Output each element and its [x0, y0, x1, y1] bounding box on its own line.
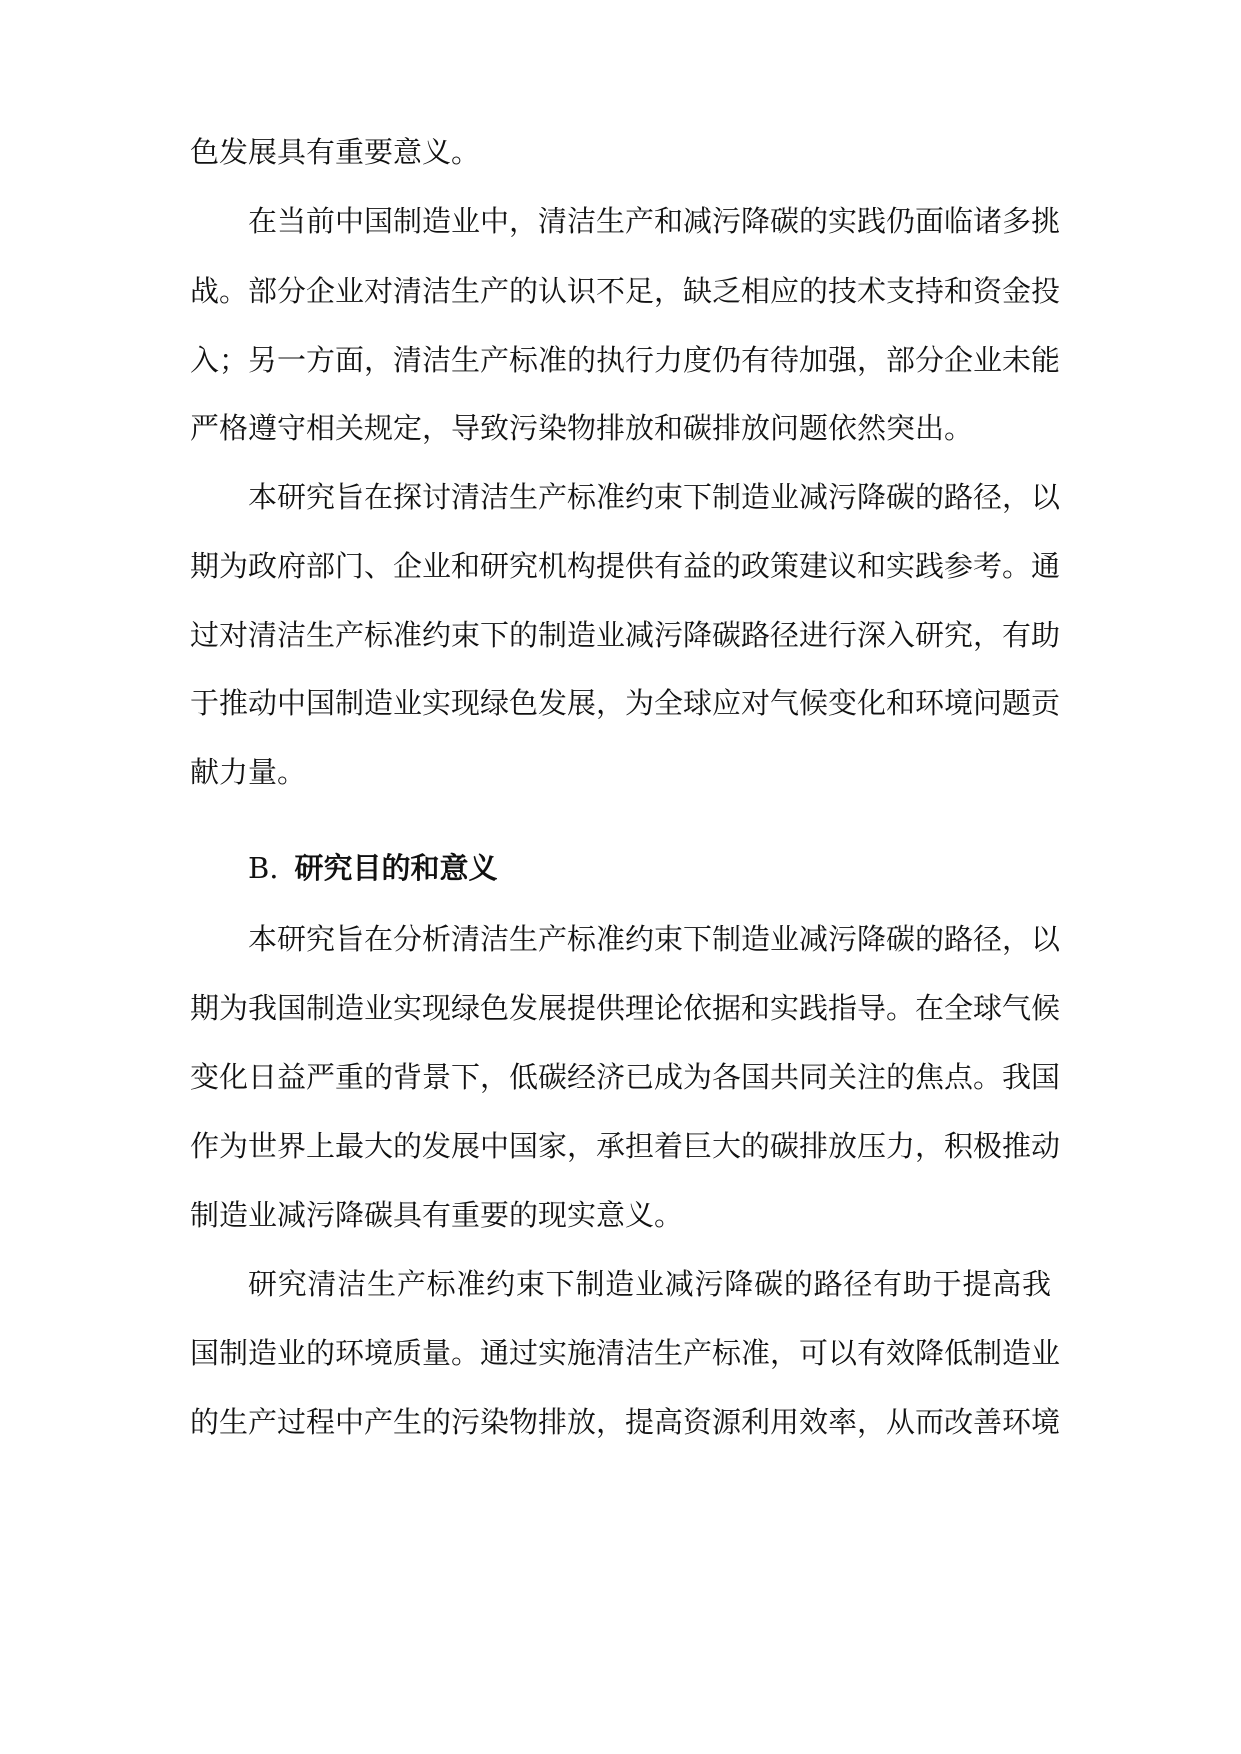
section-heading — [248, 848, 498, 888]
paragraph-line: 变化日益严重的背景下，低碳经济已成为各国共同关注的焦点。我国 — [190, 1060, 1061, 1094]
paragraph-line: 的生产过程中产生的污染物排放，提高资源利用效率，从而改善环境 — [190, 1405, 1061, 1439]
paragraph-line: 过对清洁生产标准约束下的制造业减污降碳路径进行深入研究，有助 — [190, 618, 1061, 652]
paragraph-line: 制造业减污降碳具有重要的现实意义。 — [190, 1198, 684, 1232]
paragraph-line: 献力量。 — [190, 755, 307, 789]
paragraph-line: 在当前中国制造业中，清洁生产和减污降碳的实践仍面临诸多挑 — [248, 204, 1061, 238]
section-title: 研究目的和意义 — [294, 851, 498, 885]
paragraph-line: 严格遵守相关规定，导致污染物排放和碳排放问题依然突出。 — [190, 411, 974, 445]
paragraph-line: 本研究旨在分析清洁生产标准约束下制造业减污降碳的路径，以 — [248, 922, 1061, 956]
paragraph-line: 入；另一方面，清洁生产标准的执行力度仍有待加强，部分企业未能 — [190, 343, 1061, 377]
paragraph-line: 国制造业的环境质量。通过实施清洁生产标准，可以有效降低制造业 — [190, 1336, 1061, 1370]
paragraph-line: 战。部分企业对清洁生产的认识不足，缺乏相应的技术支持和资金投 — [190, 274, 1061, 308]
paragraph-line: 期为政府部门、企业和研究机构提供有益的政策建议和实践参考。通 — [190, 549, 1061, 583]
paragraph-line: 研究清洁生产标准约束下制造业减污降碳的路径有助于提高我 — [248, 1267, 1051, 1301]
paragraph-line: 期为我国制造业实现绿色发展提供理论依据和实践指导。在全球气候 — [190, 991, 1061, 1025]
paragraph-line: 作为世界上最大的发展中国家，承担着巨大的碳排放压力，积极推动 — [190, 1129, 1061, 1163]
paragraph-line: 于推动中国制造业实现绿色发展，为全球应对气候变化和环境问题贡 — [190, 686, 1061, 720]
section-number: B. — [248, 851, 279, 885]
paragraph-line: 色发展具有重要意义。 — [190, 135, 481, 169]
paragraph-line: 本研究旨在探讨清洁生产标准约束下制造业减污降碳的路径，以 — [248, 480, 1061, 514]
